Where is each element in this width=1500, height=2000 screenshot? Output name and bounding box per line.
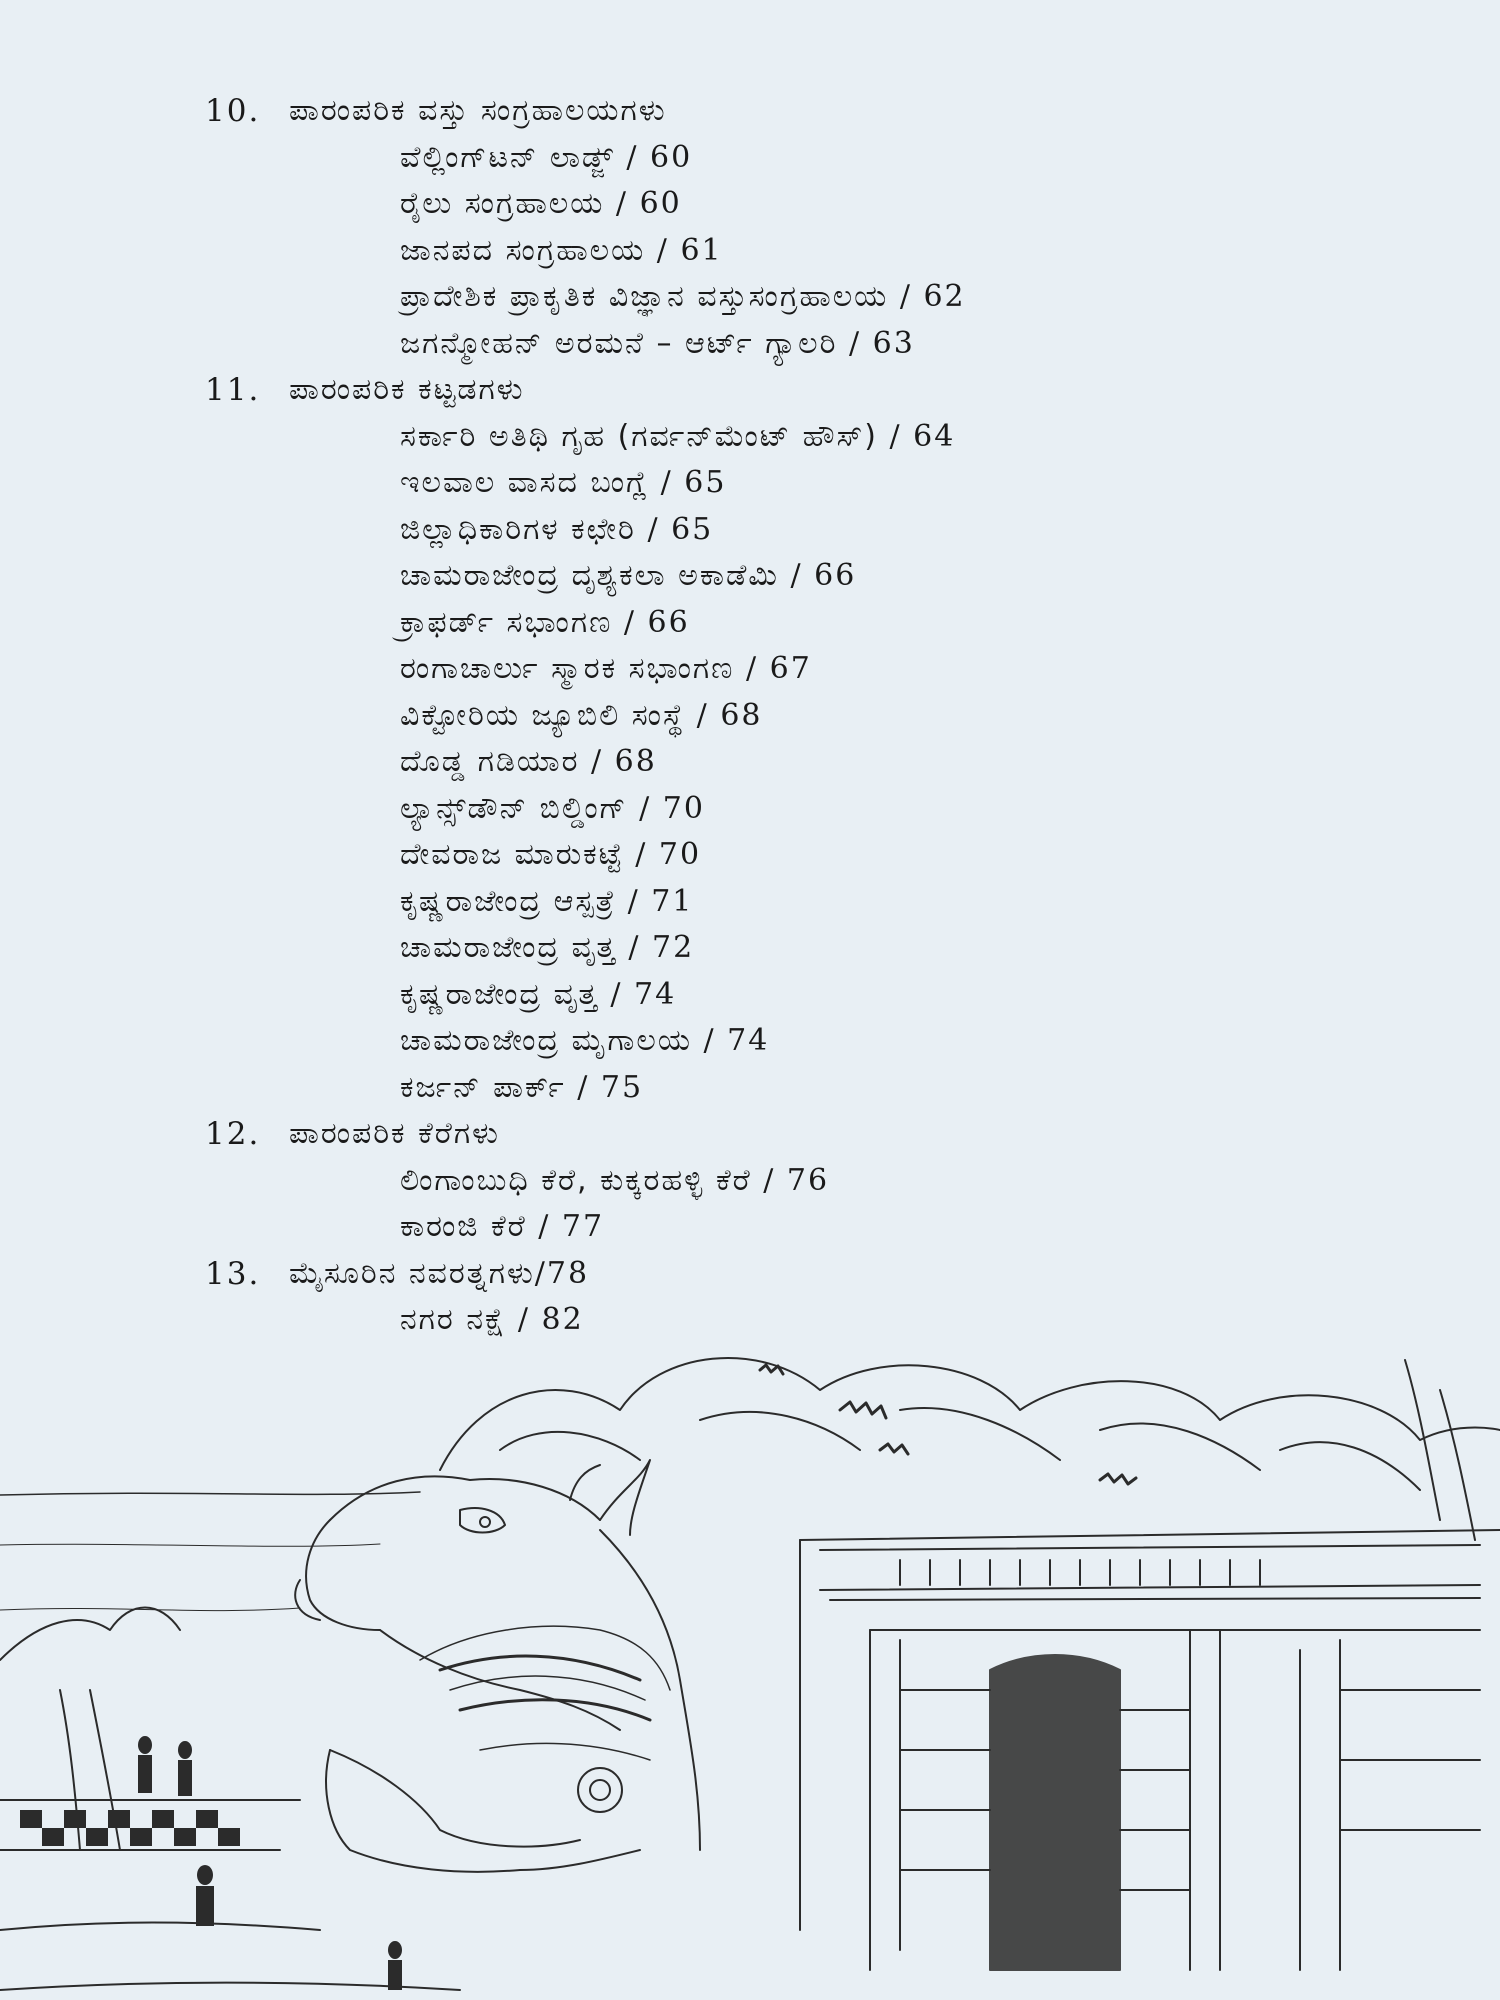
entry-title: ಚಾಮರಾಜೇಂದ್ರ ವೃತ್ತ: [400, 930, 617, 965]
page-number: 76: [786, 1162, 830, 1198]
page-number: 66: [814, 558, 857, 593]
table-of-contents: [205, 88, 1405, 1344]
entry-title: ಕೃಷ್ಣರಾಜೇಂದ್ರ ಆಸ್ಪತ್ರೆ: [400, 883, 617, 919]
nandi-bull-sketch-icon: [0, 1330, 1500, 2000]
entry-title: ದೇವರಾಜ ಮಾರುಕಟ್ಟೆ: [400, 837, 624, 872]
page-number: 82: [541, 1302, 584, 1337]
toc-entry: [205, 786, 1405, 833]
page-separator: /: [616, 930, 653, 965]
page-number: 70: [658, 837, 702, 872]
page-number: 74: [634, 976, 677, 1012]
page-separator: /: [685, 697, 721, 733]
toc-section: [205, 88, 1405, 367]
section-heading: [205, 1111, 1405, 1158]
page-separator: /: [579, 744, 615, 779]
entry-title: ಕೃಷ್ಣರಾಜೇಂದ್ರ ವೃತ್ತ: [400, 976, 599, 1012]
page-separator: /: [614, 139, 650, 175]
section-heading: [205, 367, 1405, 414]
entry-title: ಕ್ರಾಫರ್ಡ್ ಸಭಾಂಗಣ: [400, 604, 613, 640]
toc-section: [205, 1111, 1405, 1251]
toc-entry: [205, 1065, 1405, 1112]
toc-entry: [205, 600, 1405, 647]
entry-title: ಜಗನ್ಮೋಹನ್ ಅರಮನೆ – ಆರ್ಟ್ ಗ್ಯಾಲರಿ: [400, 325, 838, 361]
page-separator: /: [888, 279, 924, 314]
section-title: ಪಾರಂಪರಿಕ ವಸ್ತು ಸಂಗ್ರಹಾಲಯಗಳು: [289, 93, 667, 128]
page-number: 74: [727, 1023, 770, 1058]
page-separator: /: [506, 1302, 542, 1337]
page-separator: /: [778, 558, 815, 593]
toc-entry: [205, 553, 1405, 600]
toc-entry: [205, 925, 1405, 972]
page-separator: /: [604, 186, 640, 221]
section-number: 13.: [205, 1255, 261, 1292]
section-number: 11.: [205, 372, 261, 408]
toc-entry: [205, 879, 1405, 926]
toc-entry: [205, 832, 1405, 879]
page-number: 72: [652, 930, 695, 965]
entry-title: ಇಲವಾಲ ವಾಸದ ಬಂಗ್ಲೆ: [400, 465, 650, 500]
section-title: ಪಾರಂಪರಿಕ ಕೆರೆಗಳು: [289, 1116, 500, 1151]
page-number: 71: [651, 883, 694, 919]
page-number: 60: [639, 186, 682, 221]
entry-title: ವೆಲ್ಲಿಂಗ್‌ಟನ್ ಲಾಡ್ಜ್: [400, 139, 615, 175]
entry-title: ವಿಕ್ಟೋರಿಯ ಜ್ಯೂಬಿಲಿ ಸಂಸ್ಥೆ: [400, 697, 686, 733]
entry-title: ನಗರ ನಕ್ಷೆ: [400, 1302, 507, 1337]
toc-entry: [205, 693, 1405, 740]
page-separator: /: [751, 1162, 787, 1198]
page-separator: /: [837, 325, 873, 361]
entry-title: ಕಾರಂಜಿ ಕೆರೆ: [400, 1209, 527, 1244]
page-separator: /: [612, 604, 648, 640]
page-separator: /: [691, 1023, 728, 1058]
page-number: 70: [662, 790, 705, 826]
entry-title: ಪ್ರಾದೇಶಿಕ ಪ್ರಾಕೃತಿಕ ವಿಜ್ಞಾನ ವಸ್ತುಸಂಗ್ರಹಾಲಯ: [400, 279, 889, 314]
section-number: 10.: [205, 93, 261, 129]
entry-title: ಸರ್ಕಾರಿ ಅತಿಥಿ ಗೃಹ (ಗರ್ವನ್‌ಮೆಂಟ್ ಹೌಸ್): [400, 418, 878, 454]
page-separator: /: [623, 837, 659, 872]
page-separator: /: [598, 976, 635, 1012]
page-number: 77: [561, 1209, 605, 1244]
page-number: 62: [923, 279, 966, 314]
page-number: 67: [769, 651, 812, 686]
toc-entry: [205, 181, 1405, 228]
page-number: 65: [671, 511, 714, 547]
page-number: 66: [647, 604, 690, 640]
page-number: 63: [872, 325, 915, 361]
page-separator: /: [734, 651, 770, 686]
page-separator: /: [649, 465, 685, 500]
toc-entry: [205, 321, 1405, 368]
page-number: 65: [684, 465, 727, 500]
toc-entry: [205, 646, 1405, 693]
section-heading: [205, 1251, 1405, 1298]
page-separator: /: [565, 1069, 601, 1105]
page-separator: /: [534, 1255, 547, 1291]
page-number: 61: [680, 232, 723, 268]
section-heading: [205, 88, 1405, 135]
entry-title: ಕರ್ಜನ್ ಪಾರ್ಕ್: [400, 1069, 566, 1105]
entry-title: ಲಿಂಗಾಂಬುಧಿ ಕೆರೆ, ಕುಕ್ಕರಹಳ್ಳಿ ಕೆರೆ: [400, 1162, 752, 1198]
section-title: ಮೈಸೂರಿನ ನವರತ್ನಗಳು: [289, 1255, 535, 1291]
page-number: 60: [650, 139, 693, 175]
page-separator: /: [616, 883, 652, 919]
entry-title: ಜಾನಪದ ಸಂಗ್ರಹಾಲಯ: [400, 232, 646, 268]
entry-title: ಚಾಮರಾಜೇಂದ್ರ ಮೃಗಾಲಯ: [400, 1023, 692, 1058]
entry-title: ರೈಲು ಸಂಗ್ರಹಾಲಯ: [400, 186, 605, 221]
toc-entry: [205, 972, 1405, 1019]
page-number: 68: [720, 697, 763, 733]
toc-entry: [205, 228, 1405, 275]
page-separator: /: [645, 232, 681, 268]
toc-section: [205, 367, 1405, 1111]
toc-entry: [205, 739, 1405, 786]
page-number: 64: [913, 418, 956, 454]
toc-entry: [205, 274, 1405, 321]
section-number: 12.: [205, 1116, 261, 1152]
page-number: 75: [600, 1069, 644, 1105]
toc-entry: [205, 414, 1405, 461]
toc-entry: [205, 1204, 1405, 1251]
toc-entry: [205, 460, 1405, 507]
toc-entry: [205, 1018, 1405, 1065]
page-separator: /: [526, 1209, 562, 1244]
entry-title: ಚಾಮರಾಜೇಂದ್ರ ದೃಶ್ಯಕಲಾ ಅಕಾಡೆಮಿ: [400, 558, 779, 593]
entry-title: ಲ್ಯಾನ್ಸ್‌ಡೌನ್ ಬಿಲ್ಡಿಂಗ್: [400, 790, 628, 826]
page-number: 78: [546, 1255, 590, 1291]
toc-entry: [205, 507, 1405, 554]
page-separator: /: [877, 418, 914, 454]
entry-title: ರಂಗಾಚಾರ್ಲು ಸ್ಮಾರಕ ಸಭಾಂಗಣ: [400, 651, 735, 686]
toc-entry: [205, 135, 1405, 182]
page-separator: /: [627, 790, 663, 826]
toc-entry: [205, 1158, 1405, 1205]
page-separator: /: [635, 511, 672, 547]
section-title: ಪಾರಂಪರಿಕ ಕಟ್ಟಡಗಳು: [289, 372, 525, 407]
entry-title: ಜಿಲ್ಲಾಧಿಕಾರಿಗಳ ಕಛೇರಿ: [400, 511, 636, 547]
entry-title: ದೊಡ್ಡ ಗಡಿಯಾರ: [400, 744, 580, 779]
page-number: 68: [614, 744, 657, 779]
